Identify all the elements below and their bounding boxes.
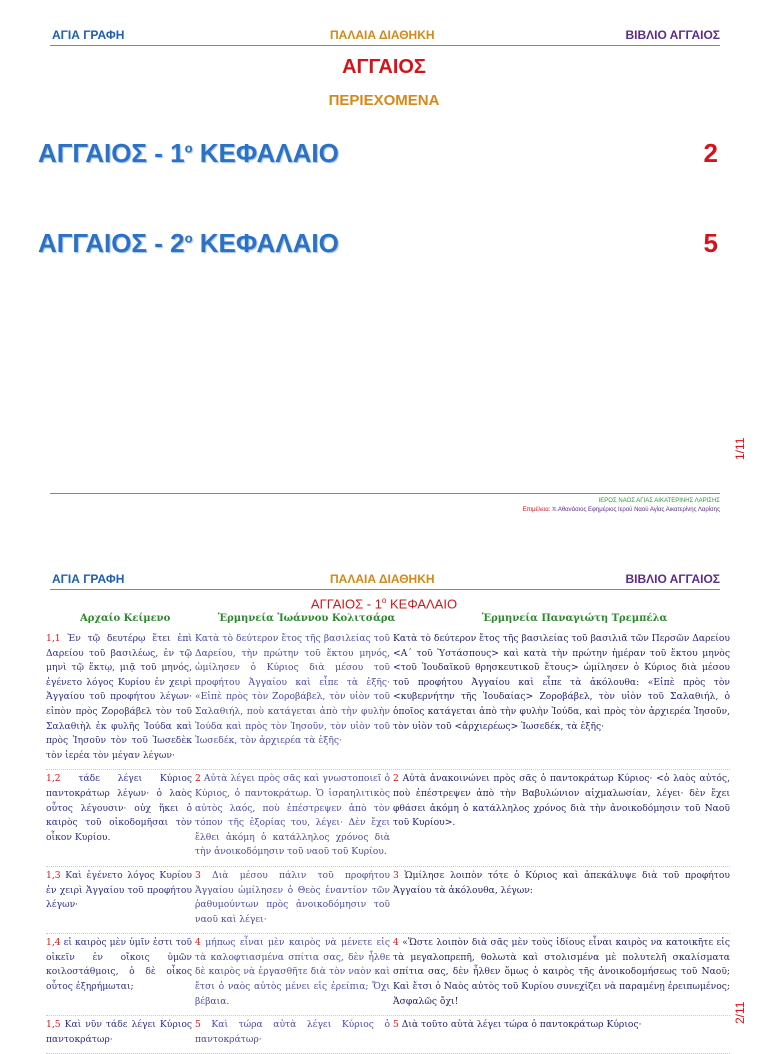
trempelas-text: 3 Ὡμίλησε λοιπὸν τότε ὁ Κύριος καὶ ἀπεκάλυψε διὰ τοῦ προφήτου Ἀγγαίου τὰ ἀκόλουθα, λέγων: bbox=[393, 869, 730, 896]
header-right: ΒΙΒΛΙΟ ΑΓΓΑΙΟΣ bbox=[625, 572, 720, 586]
header-left: ΑΓΙΑ ΓΡΑΦΗ bbox=[52, 28, 125, 42]
kolitsaras-text: Κατὰ τὸ δεύτερον ἔτος τῆς βασιλείας τοῦ Δαρείου, τὴν πρώτην τοῦ ἕκτου μηνός, ὡμίλησεν ὁ Κύριος διὰ μέσου τοῦ προφήτου Ἀγγαίου καὶ εἶπε τὰ ἑξῆς· «Εἰπὲ πρὸς τὸν Ζοροβάβελ, τὸν υἱὸν τοῦ Σαλαθιήλ, ποὺ κατάγεται ἀπὸ τὴν φυλὴν Ἰούδα καὶ πρὸς τὸν Ἰησοῦν, τὸν υἱὸν τοῦ Ἰωσεδέκ, τὸν ἀρχιερέα τὰ ἑξῆς· bbox=[195, 633, 390, 747]
kolitsaras-text: 4 μήπως εἶναι μὲν καιρὸς νὰ μένετε εἰς τὰ καλοφτιασμένα σπίτια σας, δὲν ἦλθε δὲ καιρὸς νὰ ἐργασθῆτε διὰ τὸν ναὸν καὶ ἔτσι ὁ ναὸς αὐτὸς μένει εἰς ἐρείπια; Ὄχι βέβαια. bbox=[195, 937, 390, 1007]
verse-table bbox=[46, 630, 730, 1054]
toc-entry-title: ΑΓΓΑΙΟΣ - $2^o$ ΚΕΦΑΛΑΙΟ bbox=[38, 228, 339, 258]
toc-entry-page: 5 bbox=[703, 228, 718, 258]
trempelas-text: 4 «Ὥστε λοιπὸν διὰ σᾶς μὲν τοὺς ἰδίους εἶναι καιρὸς να κατοικῆτε εἰς τὰ μεγαλοπρεπῆ, θολωτὰ καὶ στολισμένα μὲ πολυτελῆ σκαλίσματα σπίτια σας, δὲν ἦλθεν ὅμως ὁ καιρὸς τῆς ἀνοικοδομήσεως τοῦ Ναοῦ; Καὶ ἔτσι ὁ Ναὸς αὐτὸς τοῦ Κυρίου συνεχίζει νὰ παραμένῃ ἐρειπωμένος; Ἀσφαλῶς ὄχι! bbox=[393, 937, 731, 1007]
toc-entry-title: ΑΓΓΑΙΟΣ - $1^o$ ΚΕΦΑΛΑΙΟ bbox=[38, 138, 339, 168]
footer-divider bbox=[50, 493, 720, 494]
verse-row bbox=[46, 1016, 730, 1054]
verse-row bbox=[46, 630, 730, 770]
original-text: 1,1 Ἐν τῷ δευτέρῳ ἔτει ἐπὶ Δαρείου τοῦ βασιλέως, ἐν τῷ μηνὶ τῷ ἕκτῳ, μιᾷ τοῦ μηνός, ἐγένετο λόγος Κυρίου ἐν χειρὶ Ἀγγαίου τοῦ προφήτου λέγων· εἰπὸν πρὸς Ζοροβάβελ τὸν τοῦ Σαλαθιὴλ ἐκ φυλῆς Ἰούδα καὶ πρὸς Ἰησοῦν τὸν τοῦ Ἰωσεδὲκ τὸν ἱερέα τὸν μέγαν λέγων· bbox=[46, 633, 192, 761]
verse-row bbox=[46, 867, 730, 934]
trempelas-text: 5 Διὰ τοῦτο αὐτὰ λέγει τώρα ὁ παντοκράτωρ Κύριος· bbox=[393, 1019, 642, 1031]
verse-row bbox=[46, 934, 730, 1016]
header-center: ΠΑΛΑΙΑ ΔΙΑΘΗΚΗ bbox=[330, 572, 435, 586]
footer-parish: ΙΕΡΟΣ ΝΑΟΣ ΑΓΙΑΣ ΑΙΚΑΤΕΡΙΝΗΣ ΛΑΡΙΣΗΣ bbox=[598, 498, 720, 504]
toc-entry-chapter-1[interactable] bbox=[38, 138, 718, 174]
trempelas-text: 2 Αὐτὰ ἀνακοινώνει πρὸς σᾶς ὁ παντοκράτωρ Κύριος· <ὁ λαὸς αὐτός, ποὺ ἐπέστρεψεν ἀπὸ τὴν Βαβυλώνιον αἰχμαλωσίαν, λέγει· δὲν ἔχει φθάσει ἀκόμη ὁ κατάλληλος χρόνος διὰ τὴν ἀνοικοδόμησιν τοῦ Ναοῦ τοῦ Κυρίου>. bbox=[393, 773, 730, 829]
header-center: ΠΑΛΑΙΑ ΔΙΑΘΗΚΗ bbox=[330, 28, 435, 42]
footer-editor: Επιμέλεια: π.Αθανάσιος Εφημέριος Ιερού Ναού Αγίας Αικατερίνης Λαρίσης bbox=[522, 507, 720, 513]
kolitsaras-text: 5 Καὶ τώρα αὐτὰ λέγει Κύριος ὁ παντοκράτωρ· bbox=[195, 1019, 390, 1045]
kolitsaras-text: 2 Αὐτὰ λέγει πρὸς σᾶς καὶ γνωστοποιεῖ ὁ Κύριος, ὁ παντοκράτωρ. Ὁ ἰσραηλιτικὸς αὐτὸς λαός, ποὺ ἐπέστρεψεν ἀπὸ τὸν τόπον τῆς ἐξορίας του, λέγει· Δὲν ἔχει ἔλθει ἀκόμη ὁ κατάλληλος χρόνος διὰ τὴν ἀνοικοδόμησιν τοῦ ναοῦ τοῦ Κυρίου. bbox=[195, 773, 390, 858]
trempelas-text: Κατὰ τὸ δεύτερον ἔτος τῆς βασιλείας τοῦ βασιλιᾶ τῶν Περσῶν Δαρείου <Α΄ τοῦ Ὑστάσπους> καὶ κατὰ τὴν πρώτην ἡμέραν τοῦ ἕκτου μηνὸς <τοῦ Ἰουδαϊκοῦ θρησκευτικοῦ ἔτους> ὡμίλησεν ὁ Κύριος διὰ μέσου τοῦ προφήτου Ἀγγαίου καὶ εἶπε τὰ ἀκόλουθα: «Εἰπὲ πρὸς τὸν <κυβερνήτην τῆς Ἰουδαίας> Ζοροβάβελ, τὸν υἱὸν τοῦ Σαλαθιήλ, ὁ ὁποῖος κατάγεται ἀπὸ τὴν φυλὴν Ἰούδα, καὶ πρὸς τὸν ἀρχιερέα Ἰησοῦν, τὸν υἱὸν τοῦ <ἀρχιερέως> Ἰωσεδέκ, τὰ ἑξῆς· bbox=[393, 633, 730, 732]
book-title: ΑΓΓΑΙΟΣ bbox=[342, 56, 426, 78]
toc-entry-chapter-2[interactable] bbox=[38, 228, 718, 264]
column-header-trempelas: Ἑρμηνεία Παναγιώτη Τρεμπέλα bbox=[482, 613, 668, 624]
column-header-kolitsaras: Ἑρμηνεία Ἰωάννου Κολιτσάρα bbox=[218, 613, 396, 624]
page-number: 2/11 bbox=[733, 1001, 747, 1024]
original-text: 1,3 Καὶ ἐγένετο λόγος Κυρίου ἐν χειρὶ Ἀγγαίου τοῦ προφήτου λέγων· bbox=[46, 869, 192, 911]
header-divider bbox=[50, 589, 720, 590]
original-text: 1,4 εἰ καιρὸς μὲν ὑμῖν ἐστι τοῦ οἰκεῖν ἐν οἴκοις ὑμῶν κοιλοστάθμοις, ὁ δὲ οἶκος οὗτος ἐξηρήμωται; bbox=[46, 937, 192, 993]
chapter-title: ΑΓΓΑΙΟΣ - $1^o$ ΚΕΦΑΛΑΙΟ bbox=[310, 596, 458, 612]
toc-entry-page: 2 bbox=[703, 138, 718, 168]
verse-row bbox=[46, 770, 730, 867]
page-number: 1/11 bbox=[733, 437, 747, 460]
original-text: 1,2 τάδε λέγει Κύριος παντοκράτωρ λέγων· ὁ λαὸς οὗτος λέγουσιν· οὐχ ἥκει ὁ καιρὸς τοῦ οἰκοδομῆσαι τὸν οἶκον Κυρίου. bbox=[46, 773, 192, 843]
kolitsaras-text: 3 Διὰ μέσου πάλιν τοῦ προφήτου Ἀγγαίου ὡμίλησεν ὁ Θεὸς ἐναντίον τῶν ῥαθυμούντων πρὸς ἀνοικοδόμησιν τοῦ ναοῦ καὶ λέγει· bbox=[195, 869, 390, 925]
header-divider bbox=[50, 45, 720, 46]
original-text: 1,5 Καὶ νῦν τάδε λέγει Κύριος παντοκράτωρ· bbox=[46, 1019, 192, 1045]
header-left: ΑΓΙΑ ΓΡΑΦΗ bbox=[52, 572, 125, 586]
contents-label: ΠΕΡΙΕΧΟΜΕΝΑ bbox=[328, 92, 440, 109]
header-right: ΒΙΒΛΙΟ ΑΓΓΑΙΟΣ bbox=[625, 28, 720, 42]
column-header-original: Αρχαίο Κείμενο bbox=[80, 613, 171, 624]
